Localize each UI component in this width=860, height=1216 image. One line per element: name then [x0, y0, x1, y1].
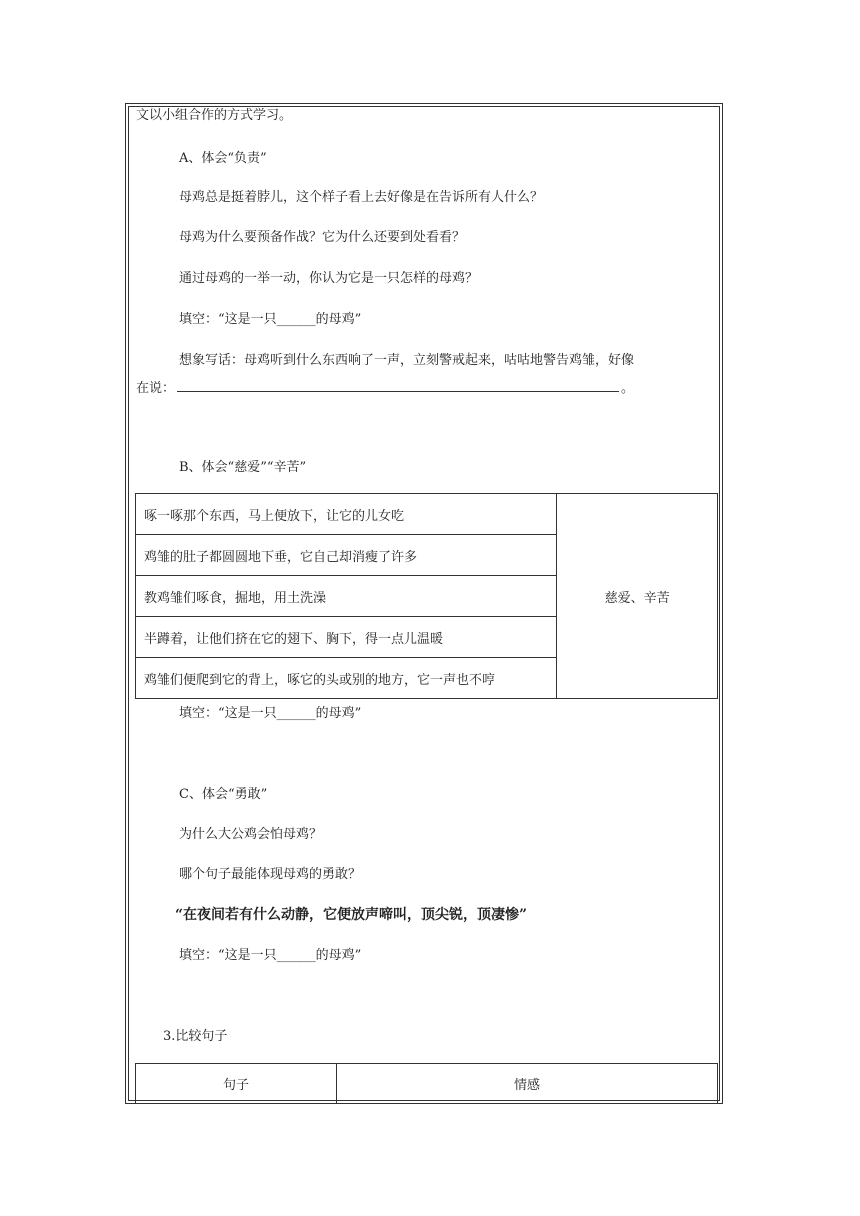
section-a-question-2: 母鸡为什么要预备作战？它为什么还要到处看看？: [179, 230, 466, 245]
compare-sentences-table: [135, 1063, 718, 1104]
section-a-question-1: 母鸡总是挺着脖儿，这个样子看上去好像是在告诉所有人什么？: [179, 190, 544, 205]
section-3-heading: 3.比较句子: [163, 1029, 228, 1044]
section-b-heading: B、体会“慈爱”“辛苦”: [179, 460, 307, 475]
imagine-prefix: 在说：: [136, 381, 176, 396]
section-c-question-2: 哪个句子最能体现母鸡的勇敢？: [179, 867, 362, 882]
table-cell: 教鸡雏们啄食，掘地，用土洗澡: [136, 576, 557, 617]
section-a-imagine-prompt: 想象写话：母鸡听到什么东西响了一声，立刻警戒起来，咕咕地警告鸡雏，好像: [179, 353, 635, 368]
section-b-fill-blank: 填空：“这是一只______的母鸡”: [179, 706, 362, 721]
section-a-question-3: 通过母鸡的一举一动，你认为它是一只怎样的母鸡？: [179, 271, 479, 286]
answer-blank[interactable]: [177, 379, 619, 392]
section-b-table: [135, 493, 718, 699]
imagine-suffix: 。: [621, 381, 635, 396]
section-c-quote: “在夜间若有什么动静，它便放声啼叫，顶尖锐，顶凄惨”: [175, 907, 528, 923]
table-header-row: [136, 1064, 718, 1104]
table-row: [136, 494, 718, 535]
table-cell: 鸡雏的肚子都圆圆地下垂，它自己却消瘦了许多: [136, 535, 557, 576]
table-cell: 半蹲着，让他们挤在它的翅下、胸下，得一点儿温暖: [136, 617, 557, 658]
table-cell: 鸡雏们便爬到它的背上，啄它的头或别的地方，它一声也不哼: [136, 658, 557, 699]
section-a-heading: A、体会“负责”: [179, 151, 267, 166]
section-a-imagine-answer-line: [136, 379, 634, 398]
side-label-cell: 慈爱、辛苦: [557, 494, 718, 699]
intro-text: 文以小组合作的方式学习。: [136, 108, 293, 123]
section-c-fill-blank: 填空：“这是一只______的母鸡”: [179, 948, 362, 963]
section-c-heading: C、体会“勇敢”: [179, 787, 268, 802]
section-c-question-1: 为什么大公鸡会怕母鸡？: [179, 827, 323, 842]
column-header-emotion: 情感: [337, 1064, 718, 1104]
column-header-sentence: 句子: [136, 1064, 337, 1104]
table-cell: 啄一啄那个东西，马上便放下，让它的儿女吃: [136, 494, 557, 535]
section-a-fill-blank: 填空：“这是一只______的母鸡”: [179, 312, 362, 327]
